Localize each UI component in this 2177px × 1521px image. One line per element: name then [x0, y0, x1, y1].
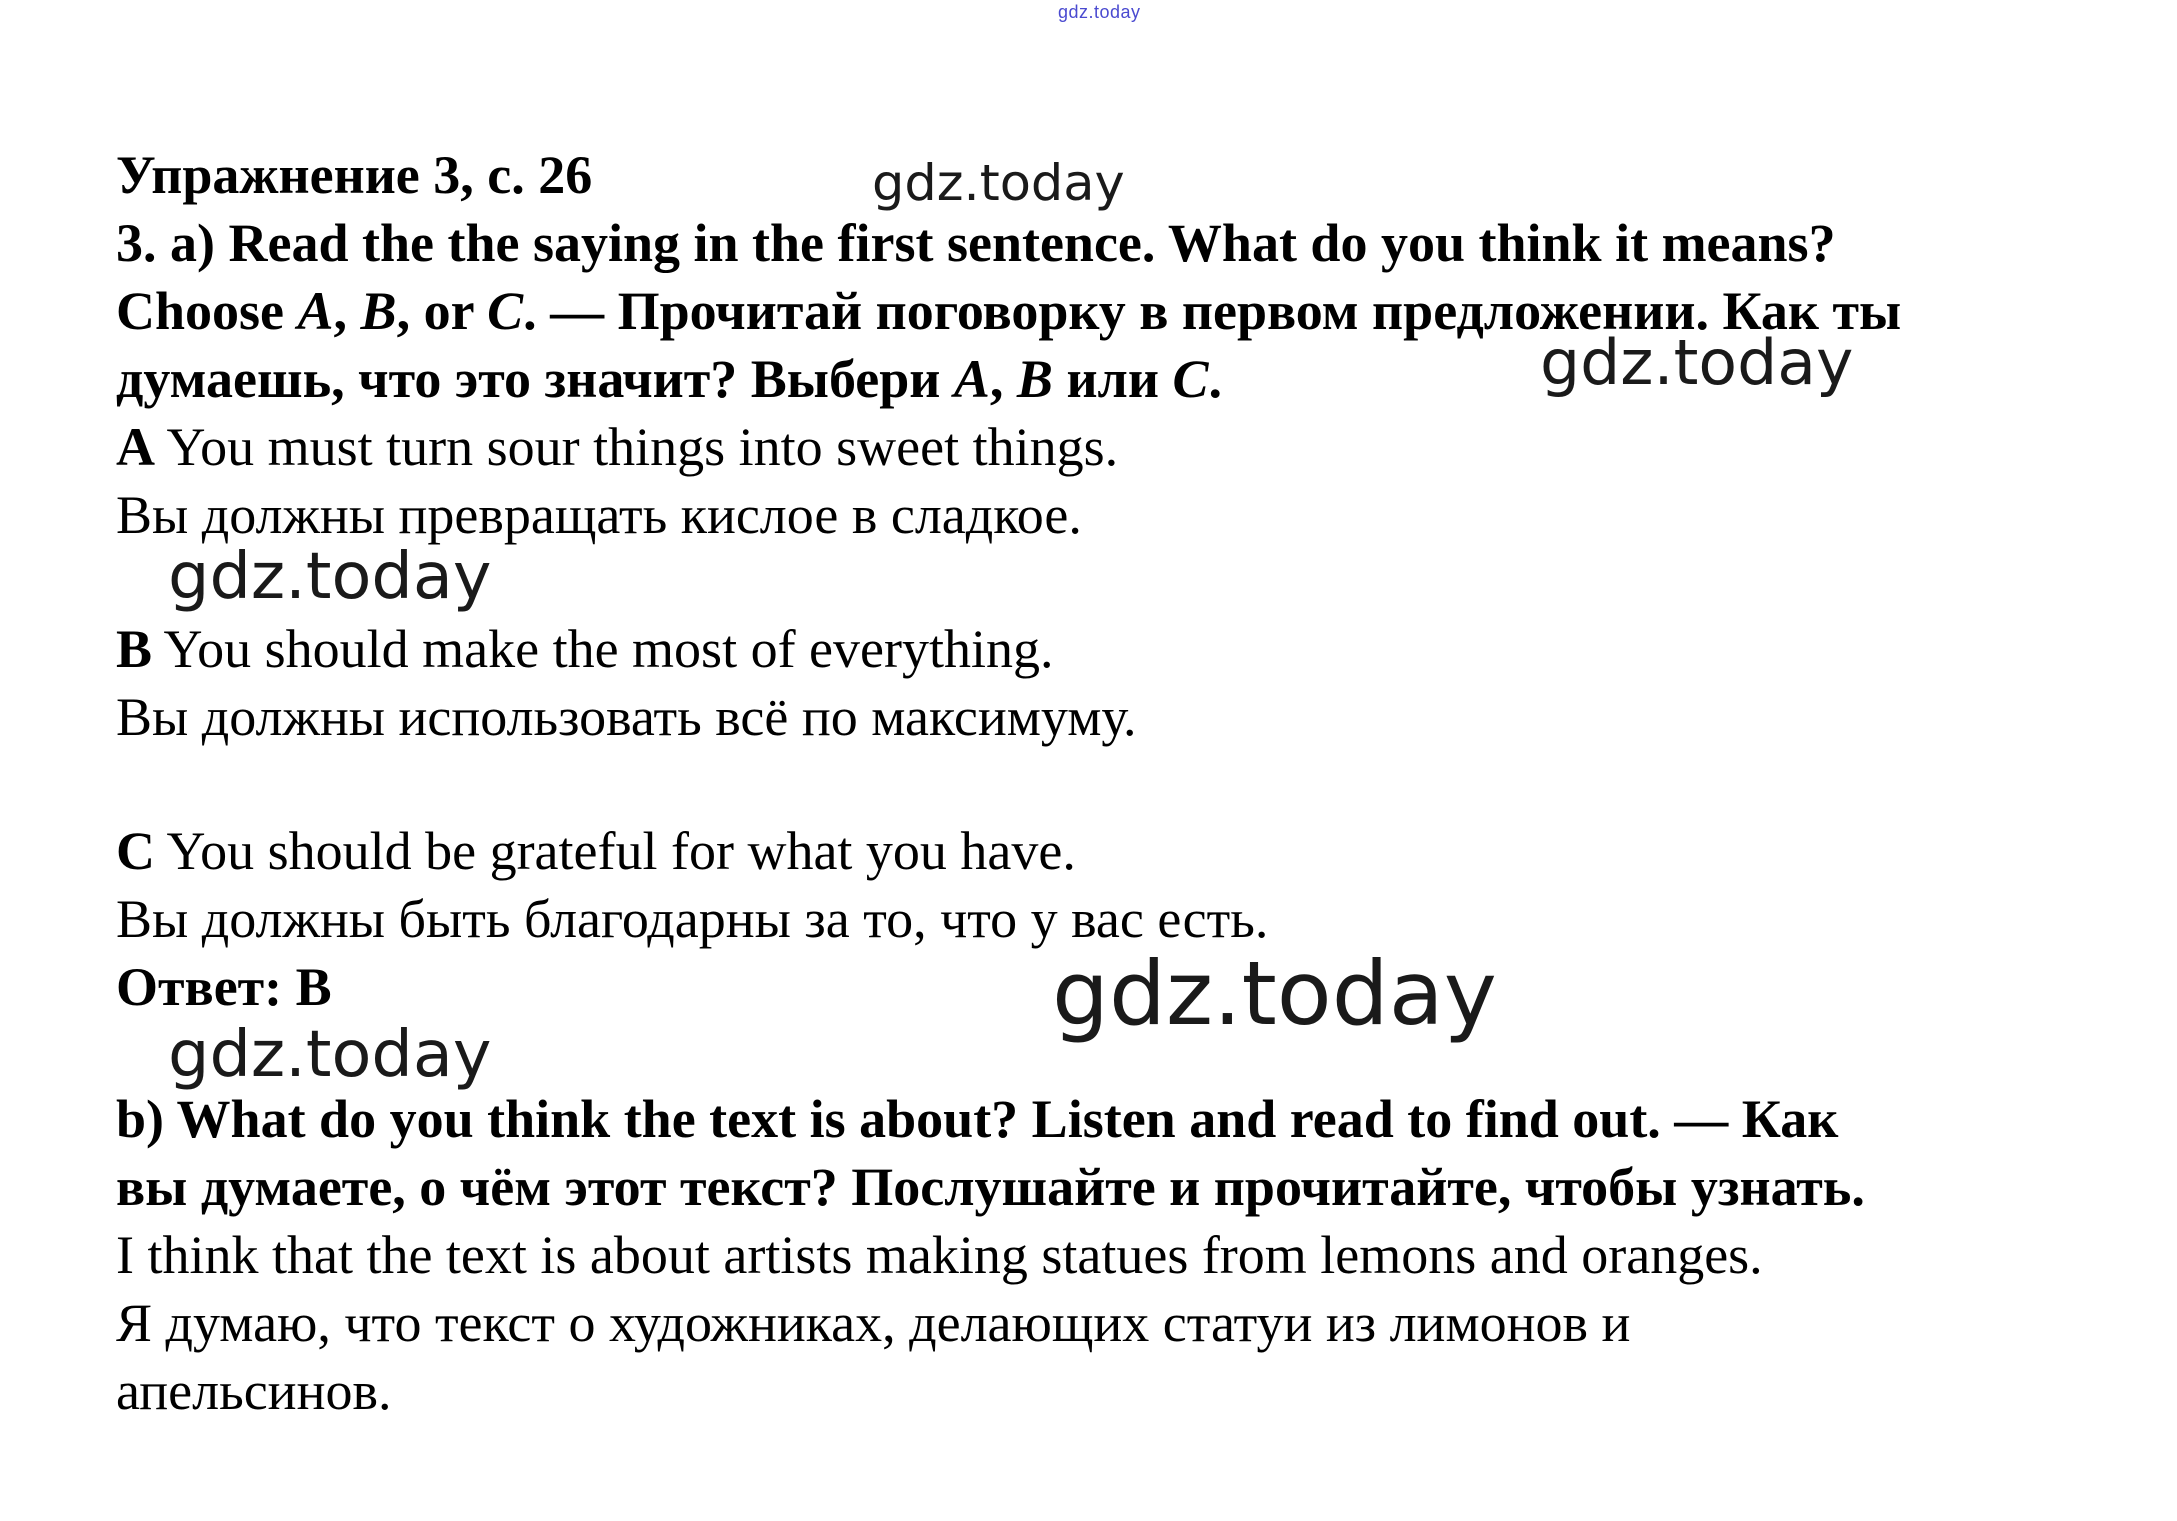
choice-b-label-ru: B: [1016, 349, 1053, 409]
comma-separator: ,: [333, 281, 361, 341]
option-b-ru: Вы должны использовать всё по максимуму.: [116, 687, 1137, 747]
or-separator: , or: [396, 281, 488, 341]
task-a-translation-start: . — Прочитай поговорку в первом предложении. Как ты: [523, 281, 1902, 341]
watermark: gdz.today: [1540, 326, 1854, 399]
option-text: You should make the most of everything.: [152, 619, 1054, 679]
task-a-line-3: [116, 349, 1222, 409]
option-a-ru: Вы должны превращать кислое в сладкое.: [116, 485, 1082, 545]
period: .: [1208, 349, 1222, 409]
choice-c-label: C: [487, 281, 524, 341]
option-text: You should be grateful for what you have.: [155, 821, 1076, 881]
task-b-answer-en: I think that the text is about artists making statues from lemons and oranges.: [116, 1225, 1763, 1285]
watermark: gdz.today: [872, 154, 1125, 212]
choice-a-label: A: [297, 281, 334, 341]
comma-separator-ru: ,: [989, 349, 1017, 409]
or-separator-ru: или: [1052, 349, 1173, 409]
task-b-line-2: вы думаете, о чём этот текст? Послушайте и прочитайте, чтобы узнать.: [116, 1157, 1865, 1217]
task-b-answer-ru-1: Я думаю, что текст о художниках, делающих статуи из лимонов и: [116, 1293, 1631, 1353]
option-letter: C: [116, 821, 155, 881]
option-a-en: [116, 417, 1119, 477]
option-b-en: [116, 619, 1054, 679]
watermark: gdz.today: [1052, 942, 1497, 1045]
choice-c-label-ru: C: [1172, 349, 1209, 409]
option-c-ru: Вы должны быть благодарны за то, что у вас есть.: [116, 889, 1269, 949]
option-letter: A: [116, 417, 155, 477]
task-a-line-1: 3. a) Read the the saying in the first sentence. What do you think it means?: [116, 213, 1836, 273]
answer-line: Ответ: B: [116, 957, 332, 1017]
top-site-link[interactable]: gdz.today: [1058, 2, 1141, 22]
option-text: You must turn sour things into sweet things.: [155, 417, 1119, 477]
task-a-translation-end: думаешь, что это значит? Выбери: [116, 349, 954, 409]
option-c-en: [116, 821, 1076, 881]
choice-a-label-ru: A: [953, 349, 990, 409]
choice-b-label: B: [360, 281, 397, 341]
choose-prefix: Choose: [116, 281, 298, 341]
exercise-heading: Упражнение 3, с. 26: [116, 145, 593, 205]
option-letter: B: [116, 619, 153, 679]
task-b-line-1: b) What do you think the text is about? Listen and read to find out. — Как: [116, 1089, 1839, 1149]
task-b-answer-ru-2: апельсинов.: [116, 1361, 392, 1421]
watermark: gdz.today: [168, 540, 492, 614]
watermark: gdz.today: [168, 1018, 492, 1092]
